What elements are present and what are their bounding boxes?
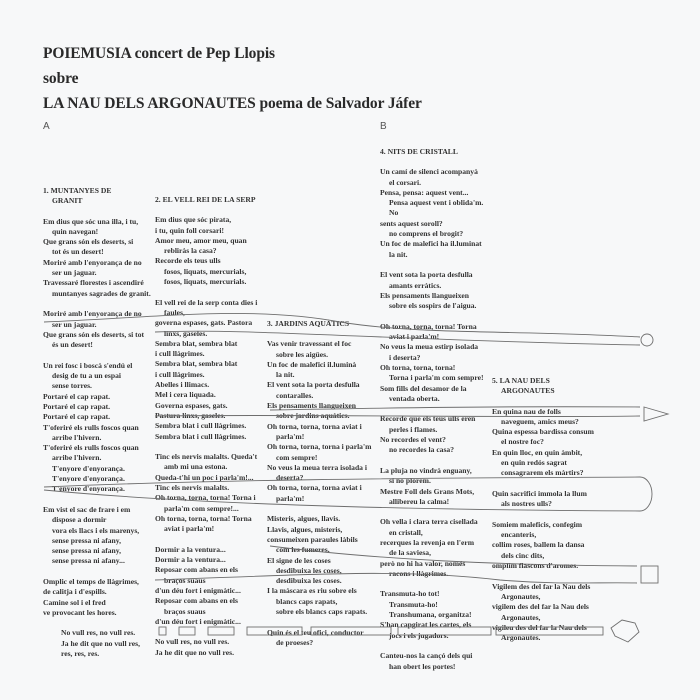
- verse-line: En quina nau de folls: [492, 406, 561, 416]
- verse-line: res, res, res.: [61, 649, 100, 659]
- verse-line: recerques la revenja en l'erm: [380, 537, 475, 547]
- title-connector: sobre: [43, 70, 79, 87]
- verse-line: no comprens el brogit?: [389, 229, 464, 239]
- verse-line: sobre les aigües.: [276, 349, 328, 359]
- stanza: [267, 628, 379, 649]
- poem-2: [155, 195, 267, 668]
- verse-line: ser un jaguar.: [52, 319, 97, 329]
- verse-line: Quin és el teu ofici, conductor: [267, 627, 364, 637]
- concert-title: POIEMUSIA concert de Pep Llopis: [43, 45, 275, 62]
- ship-triangle-icon: [644, 407, 668, 421]
- verse-line: sobre jardins aquàtics.: [276, 411, 350, 421]
- stanza: [155, 298, 267, 442]
- verse-line: i cull llàgrimes.: [155, 369, 205, 379]
- ship-circle-icon: [641, 334, 653, 346]
- verse-line: Somiem maleficis, confegim: [492, 519, 583, 529]
- verse-line: En quin lloc, en quin àmbit,: [492, 447, 583, 457]
- verse-line: Portaré el cap rapat.: [43, 412, 111, 422]
- verse-line: Pensa aquest vent i oblida'm. No: [389, 198, 484, 218]
- verse-line: parla'm com sempre!...: [164, 503, 239, 513]
- verse-line: Oh vella i clara terra cisellada: [380, 517, 478, 527]
- verse-line: Governa espases, gats.: [155, 400, 228, 410]
- stanza: [380, 517, 494, 579]
- verse-line: Abelles i llimacs.: [155, 380, 210, 390]
- stanza: [155, 215, 267, 287]
- verse-line: la nit.: [276, 370, 295, 380]
- verse-line: Sembra blat, sembra blat: [155, 359, 238, 369]
- verse-line: Vas venir travessant el foc: [267, 339, 352, 349]
- verse-line: i cull llàgrimes.: [155, 349, 205, 359]
- verse-line: Oh torna, torna, torna i parla'm: [267, 442, 372, 452]
- verse-line: de proeses?: [276, 637, 314, 647]
- verse-line: muntanyes sagrades de granit.: [52, 288, 151, 298]
- stanza: [155, 637, 267, 658]
- stanza: [155, 545, 267, 627]
- verse-line: S'han capgirat les cartes, els: [380, 620, 472, 630]
- verse-line: consumeixen paraules làbils: [267, 534, 358, 544]
- verse-line: collim roses, ballem la dansa: [492, 540, 585, 550]
- verse-line: Torna i parla'm com sempre!: [389, 373, 484, 383]
- verse-line: sense torres.: [52, 381, 92, 391]
- verse-line: Els pensaments llangueixen: [380, 290, 470, 300]
- verse-line: sense pressa ni afany,: [52, 535, 122, 545]
- verse-line: Un rei fosc i boscà s'endú el: [43, 360, 133, 370]
- verse-line: No veus la meua terra isolada i: [267, 462, 367, 472]
- verse-line: governa espases, gats. Pastora: [155, 318, 253, 328]
- verse-line: Ja he dit que no vull res.: [155, 647, 234, 657]
- verse-line: la nit.: [389, 249, 408, 259]
- verse-line: deserta?: [276, 473, 304, 483]
- verse-line: aviat i parla'm!: [389, 332, 440, 342]
- verse-line: El vent sota la porta desfulla: [267, 380, 360, 390]
- verse-line: i tu, quin foll corsari!: [155, 225, 224, 235]
- stanza: [380, 322, 494, 404]
- poem-heading: 3. JARDINS AQUÀTICS: [267, 319, 350, 328]
- verse-line: No vull res, no vull res.: [61, 628, 136, 638]
- verse-line: desdibuixa les coses,: [276, 565, 342, 575]
- verse-line: Tinc els nervis malalts.: [155, 483, 230, 493]
- verse-line: faules,: [164, 307, 185, 317]
- verse-line: Un camí de silenci acompanyà: [380, 167, 478, 177]
- verse-line: Transmuta-ho!: [389, 599, 438, 609]
- verse-line: naveguem, amics meus?: [501, 416, 579, 426]
- verse-line: Em vist el sac de frare i em: [43, 504, 131, 514]
- verse-line: Oh torna, torna, torna!: [380, 362, 456, 372]
- verse-line: però no hi ha valor, només: [380, 558, 466, 568]
- verse-line: braços suaus: [164, 575, 206, 585]
- verse-line: parla'm!: [276, 431, 305, 441]
- ship-prow-icon: [611, 620, 639, 642]
- verse-line: Dormir a la ventura...: [155, 555, 226, 565]
- verse-line: Moriré amb l'enyorança de no: [43, 309, 142, 319]
- verse-line: tot és un desert!: [52, 247, 104, 257]
- verse-line: sobre els sospirs de l'aigua.: [389, 301, 477, 311]
- stanza: [43, 577, 155, 618]
- stanza: [380, 589, 494, 640]
- verse-line: Tinc els nervis malalts. Queda't: [155, 452, 258, 462]
- verse-line: Vigilem des del far la Nau dels: [492, 581, 591, 591]
- stanza: [380, 167, 494, 260]
- verse-line: linxs, gaseles.: [164, 328, 208, 338]
- verse-line: Travessaré florestes i ascendiré: [43, 278, 144, 288]
- poem-4: [380, 147, 494, 682]
- verse-line: fosos, liquats, mercurials,: [164, 266, 247, 276]
- verse-line: braços suaus: [164, 606, 206, 616]
- verse-line: ve provocant les hores.: [43, 607, 117, 617]
- verse-line: han obert les portes!: [389, 661, 456, 671]
- verse-line: Quina espessa bardissa consum: [492, 427, 594, 437]
- verse-line: desdibuixa les coses.: [276, 576, 342, 586]
- verse-line: Pensa, pensa: aquest vent...: [380, 187, 469, 197]
- stanza: [43, 217, 155, 299]
- verse-line: ventada oberta.: [389, 393, 440, 403]
- verse-line: Argonautes,: [501, 612, 541, 622]
- verse-line: omplim flascons d'aromes.: [492, 561, 579, 571]
- verse-line: No veus la meua estirp isolada: [380, 342, 479, 352]
- verse-line: encanteris,: [501, 530, 537, 540]
- verse-line: en quin redós sagrat: [501, 458, 567, 468]
- verse-line: Mestre Foll dels Grans Mots,: [380, 486, 475, 496]
- verse-line: el corsari.: [389, 177, 422, 187]
- verse-line: Els pensaments llangueixen: [267, 401, 357, 411]
- verse-line: Em dius que sóc pirata,: [155, 215, 232, 225]
- stanza: [492, 407, 612, 479]
- verse-line: T'enyore d'enyorança.: [52, 484, 125, 494]
- stanza: [492, 489, 612, 510]
- verse-line: contaralles.: [276, 390, 314, 400]
- verse-line: Queda-t'hi un poc i parla'm!...: [155, 472, 254, 482]
- verse-line: T'oferiré els rulls foscos quan: [43, 422, 139, 432]
- verse-line: Camine sol i el fred: [43, 597, 106, 607]
- verse-line: blancs caps rapats,: [276, 596, 338, 606]
- verse-line: com les fumeres.: [276, 545, 330, 555]
- verse-line: d'un déu fort i enigmàtic...: [155, 616, 241, 626]
- stanza: [43, 628, 155, 659]
- verse-line: arribe l'hivern.: [52, 453, 102, 463]
- verse-line: No vull res, no vull res.: [155, 637, 230, 647]
- verse-line: és un desert!: [52, 340, 93, 350]
- verse-line: als nostres ulls?: [501, 499, 552, 509]
- verse-line: T'enyore d'enyorança.: [52, 463, 125, 473]
- verse-line: Moriré amb l'enyorança de no: [43, 257, 142, 267]
- verse-line: Reposar com abans en els: [155, 596, 238, 606]
- verse-line: rebliràs la casa?: [164, 246, 217, 256]
- verse-line: Argonautes,: [501, 591, 541, 601]
- verse-line: No recordes el vent?: [380, 435, 446, 445]
- stanza: [267, 339, 379, 504]
- stanza: [43, 309, 155, 350]
- side-b-label: B: [380, 121, 387, 132]
- verse-line: arribe l'hivern.: [52, 432, 102, 442]
- stanza: [380, 270, 494, 311]
- verse-line: Quin sacrifici immola la llum: [492, 488, 587, 498]
- verse-line: Oh torna, torna, torna! Torna: [380, 321, 477, 331]
- verse-line: Mel i cera liquada.: [155, 390, 216, 400]
- verse-line: fosos, liquats, mercurials.: [164, 277, 247, 287]
- verse-line: Omplic el temps de llàgrimes,: [43, 576, 139, 586]
- verse-line: El vell rei de la serp conta dies i: [155, 297, 258, 307]
- verse-line: Argonautes.: [501, 633, 541, 643]
- poem-3: [267, 319, 379, 659]
- verse-line: quin navegan!: [52, 226, 99, 236]
- verse-line: vigileu des del far la Nau dels: [492, 622, 587, 632]
- verse-line: en cristall,: [389, 527, 423, 537]
- verse-line: Oh torna, torna, torna! Torna: [155, 513, 252, 523]
- verse-line: i deserta?: [389, 352, 421, 362]
- verse-line: La pluja no vindrà enguany,: [380, 465, 472, 475]
- ship-square-icon: [641, 566, 658, 583]
- verse-line: Canteu-nos la cançó dels qui: [380, 651, 473, 661]
- verse-line: dispose a dormir: [52, 515, 107, 525]
- verse-line: parla'm!: [276, 493, 305, 503]
- verse-line: amants erràtics.: [389, 280, 442, 290]
- stanza: [380, 414, 494, 455]
- verse-line: Em dius que sóc una illa, i tu,: [43, 216, 139, 226]
- verse-line: perles i flames.: [389, 424, 438, 434]
- verse-line: Pastura linxs, gaseles.: [155, 410, 226, 420]
- verse-line: vigilem des del far la Nau dels: [492, 602, 589, 612]
- verse-line: Amor meu, amor meu, quan: [155, 235, 247, 245]
- verse-line: Transmuta-ho tot!: [380, 589, 440, 599]
- verse-line: Oh torna, torna, torna aviat i: [267, 421, 362, 431]
- verse-line: de calitja i d'espills.: [43, 587, 107, 597]
- verse-line: ser un jaguar.: [52, 268, 97, 278]
- verse-line: Un foc de malefici ha il.luminat: [380, 239, 482, 249]
- verse-line: desig de tu a un espai: [52, 371, 121, 381]
- verse-line: consagrarem els màrtirs?: [501, 468, 584, 478]
- stanza: [380, 466, 494, 507]
- poem-1: [43, 186, 155, 670]
- ship-half-circle-icon: [640, 477, 652, 511]
- verse-line: si no plorem.: [389, 476, 431, 486]
- verse-line: Transhumana, organitza!: [389, 610, 472, 620]
- verse-line: T'oferiré els rulls foscos quan: [43, 443, 139, 453]
- verse-line: el nostre foc?: [501, 437, 544, 447]
- poem-heading: 2. EL VELL REI DE LA SERP: [155, 195, 256, 204]
- verse-line: sense pressa ni afany,: [52, 546, 122, 556]
- verse-line: allibereu la calma!: [389, 496, 450, 506]
- verse-line: jocs i els jugadors.: [389, 630, 449, 640]
- verse-line: de la saviesa,: [389, 548, 431, 558]
- verse-line: Sembra blat i cull llàgrimes.: [155, 421, 247, 431]
- verse-line: Sembra blat i cull llàgrimes.: [155, 431, 247, 441]
- stanza: [492, 520, 612, 571]
- stanza: [155, 452, 267, 534]
- verse-line: amb mi una estona.: [164, 462, 228, 472]
- verse-line: dels cinc dits,: [501, 550, 545, 560]
- verse-line: Misteris, algues, llavis.: [267, 514, 341, 524]
- verse-line: aviat i parla'm!: [164, 524, 215, 534]
- poem-title: LA NAU DELS ARGONAUTES poema de Salvador Jáfer: [43, 95, 422, 112]
- verse-line: Recorde els teus ulls: [155, 256, 221, 266]
- poem-heading: 5. LA NAU DELS ARGONAUTES: [492, 376, 555, 396]
- poem-heading: 1. MUNTANYES DE GRANIT: [43, 186, 112, 206]
- verse-line: Reposar com abans en els: [155, 565, 238, 575]
- verse-line: Ja he dit que no vull res,: [61, 638, 140, 648]
- verse-line: Recorde que els teus ulls eren: [380, 414, 476, 424]
- verse-line: Que grans són els deserts, si tot: [43, 329, 145, 339]
- verse-line: sents aquest soroll?: [380, 218, 443, 228]
- verse-line: racons i llàgrimes.: [389, 568, 449, 578]
- verse-line: Llavis, algues, misteris,: [267, 524, 343, 534]
- verse-line: El vent sota la porta desfulla: [380, 270, 473, 280]
- verse-line: Portaré el cap rapat.: [43, 391, 111, 401]
- verse-line: vora els llacs i els marenys,: [52, 525, 140, 535]
- verse-line: Oh torna, torna, torna aviat i: [267, 483, 362, 493]
- stanza: [492, 582, 612, 644]
- verse-line: com sempre!: [276, 452, 318, 462]
- verse-line: El signe de les coses: [267, 555, 331, 565]
- verse-line: Oh torna, torna, torna! Torna i: [155, 493, 256, 503]
- verse-line: Som fills del desamor de la: [380, 383, 467, 393]
- stanza: [43, 361, 155, 495]
- verse-line: Dormir a la ventura...: [155, 544, 226, 554]
- verse-line: d'un déu fort i enigmàtic...: [155, 585, 241, 595]
- stanza: [380, 651, 494, 672]
- verse-line: I la màscara es riu sobre els: [267, 586, 357, 596]
- poem-heading: 4. NITS DE CRISTALL: [380, 147, 458, 156]
- verse-line: sobre els blancs caps rapats.: [276, 607, 368, 617]
- poem-5: [492, 376, 612, 654]
- side-a-label: A: [43, 121, 50, 132]
- verse-line: Portaré el cap rapat.: [43, 401, 111, 411]
- verse-line: Un foc de malefici il.luminà: [267, 359, 357, 369]
- verse-line: sense pressa ni afany...: [52, 556, 125, 566]
- verse-line: Que grans són els deserts, si: [43, 237, 134, 247]
- verse-line: Sembra blat, sembra blat: [155, 338, 238, 348]
- verse-line: no recordes la casa?: [389, 445, 455, 455]
- stanza: [267, 514, 379, 617]
- stanza: [43, 505, 155, 567]
- verse-line: T'enyore d'enyorança.: [52, 474, 125, 484]
